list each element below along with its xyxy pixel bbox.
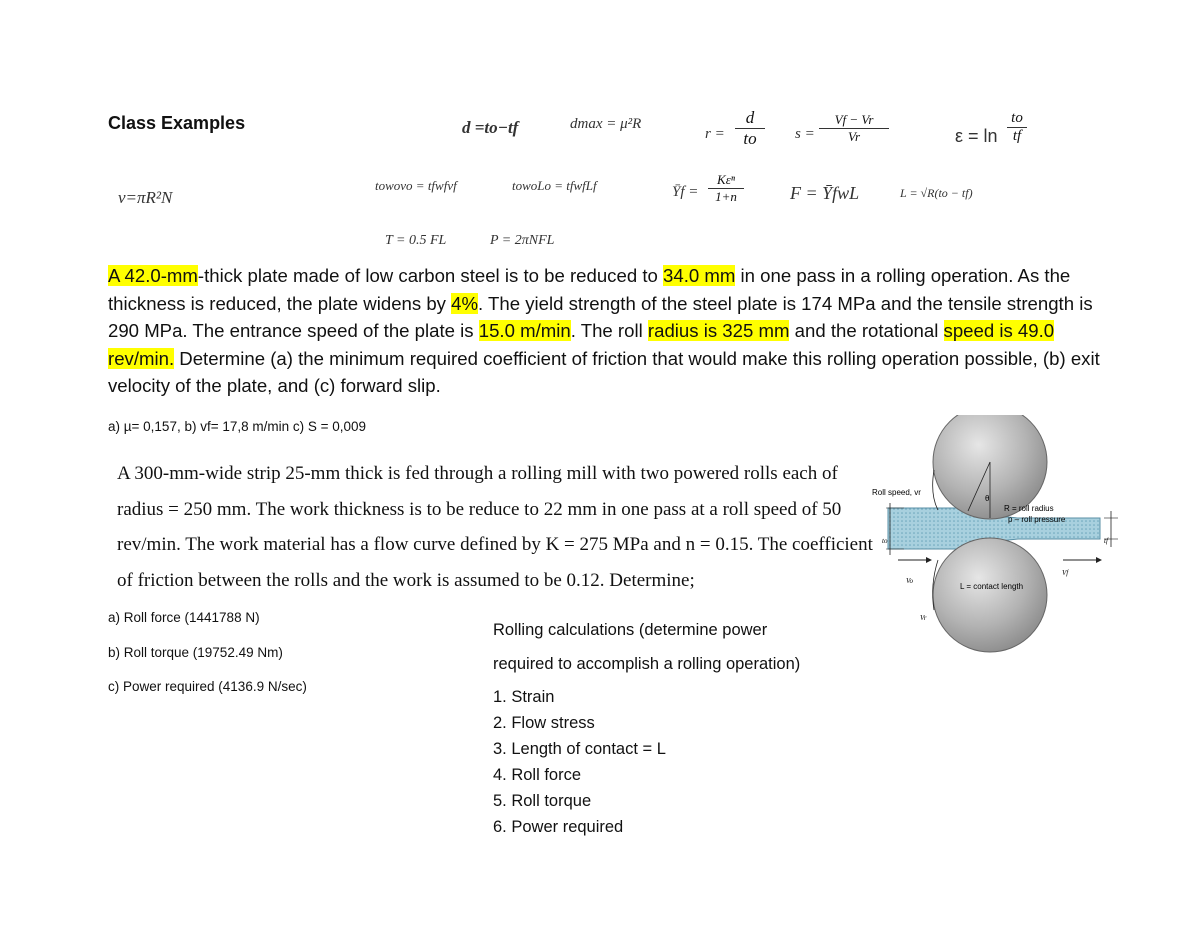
exit-arrow-head [1096, 557, 1102, 563]
formula-contact-length: L = √R(to − tf) [900, 186, 973, 200]
initial-thickness-label: to [882, 537, 888, 545]
formula-ratio-num: d [735, 108, 765, 129]
formula-strain-label: ε = ln [955, 126, 998, 146]
formula-flow-stress-num: Kεⁿ [708, 172, 744, 189]
problem-2-text: A 300-mm-wide strip 25-mm thick is fed through a rolling mill with two powered rolls each of radius = 250 mm. The work thickness is to be reduce to 22 mm in one pass at a roll speed of 50 rev/min. The work material has a flow curve defined by K = 275 MPa and n = 0.15. The coefficient of friction between the rolls and the work is assumed to be 0.12. Determine; [117, 463, 873, 591]
final-thickness-label: tf [1104, 537, 1108, 545]
problem-1-answer: a) µ= 0,157, b) vf= 17,8 m/min c) S = 0,009 [108, 419, 367, 434]
formula-slip-den: Vr [847, 129, 861, 144]
problem-1-text: A 42.0-mm-thick plate made of low carbon steel is to be reduced to 34.0 mm in one pass in a rolling operation. As the thickness is reduced, the plate widens by 4%. The yield strength of the steel plate is 174 MPa and the tensile strength is 290 MPa. The entrance speed of the plate is 15.0 m/min. The roll radius is 325 mm and the rotational speed is 49.0 rev/min. Determine (a) the minimum required coefficient of friction that would make this rolling operation possible, (b) exit velocity of the plate, and (c) forward slip. [108, 265, 1100, 397]
entry-arrow-head [926, 557, 932, 563]
formula-volume-velocity: towovo = tfwfvf [375, 178, 457, 193]
rolling-calc-step: 5. Roll torque [493, 792, 592, 810]
page-title: Class Examples [108, 113, 246, 133]
problem-2-answer-b: b) Roll torque (19752.49 Nm) [108, 645, 283, 660]
rolling-calc-step: 3. Length of contact = L [493, 740, 666, 758]
roll-radius-label: R = roll radius [1004, 504, 1054, 513]
formula-volume-length: towoLo = tfwfLf [512, 178, 597, 193]
highlight-rotational-speed: speed is 49.0 rev/min. [108, 320, 1055, 369]
formula-strain-den: tf [1012, 128, 1022, 144]
formula-roll-force: F = ȲfwL [790, 183, 860, 203]
formula-slip-label: s = [795, 126, 815, 142]
highlight-width-increase: 4% [451, 292, 479, 314]
exit-velocity-label: Vf [1062, 569, 1069, 577]
rolling-calc-heading-1: Rolling calculations (determine power [493, 621, 768, 639]
rolling-mill-diagram [868, 415, 1130, 660]
rolling-calc-step: 6. Power required [493, 818, 624, 836]
rolling-calc-heading-2: required to accomplish a rolling operation) [493, 655, 801, 673]
roll-velocity-label: Vr [920, 614, 927, 622]
rolling-calc-step: 1. Strain [493, 688, 555, 706]
rolling-calc-step: 4. Roll force [493, 766, 582, 784]
formula-flow-stress-den: 1+n [715, 189, 737, 204]
formula-strain-num: to [1007, 110, 1027, 128]
highlight-entrance-speed: 15.0 m/min [478, 320, 571, 342]
highlight-roll-radius: radius is 325 mm [647, 320, 790, 342]
angle-theta-label: θ [985, 494, 990, 503]
formula-draft: d =to−tf [462, 118, 519, 137]
formula-power: P = 2πNFL [490, 233, 555, 248]
highlight-final-thickness: 34.0 mm [663, 265, 736, 286]
problem-2-answer-a: a) Roll force (1441788 N) [108, 610, 260, 625]
roll-speed-label: Roll speed, vr [872, 488, 921, 497]
roll-pressure-label: p – roll pressure [1008, 515, 1066, 524]
entry-velocity-label: Vo [906, 577, 913, 585]
formula-torque: T = 0.5 FL [385, 233, 447, 248]
formula-dmax: dmax = μ²R [570, 116, 642, 132]
formula-ratio-den: to [743, 129, 757, 148]
formula-roll-velocity: v=πR²N [118, 188, 173, 207]
lower-roll [933, 538, 1047, 652]
contact-length-label: L = contact length [960, 582, 1024, 591]
formula-flow-stress-label: Ȳf = [672, 184, 699, 200]
formula-ratio-label: r = [705, 126, 725, 142]
formula-slip-num: Vf − Vr [819, 112, 889, 129]
problem-2-answer-c: c) Power required (4136.9 N/sec) [108, 679, 307, 694]
rolling-calc-step: 2. Flow stress [493, 714, 595, 732]
highlight-initial-thickness: A 42.0-mm [108, 265, 198, 286]
